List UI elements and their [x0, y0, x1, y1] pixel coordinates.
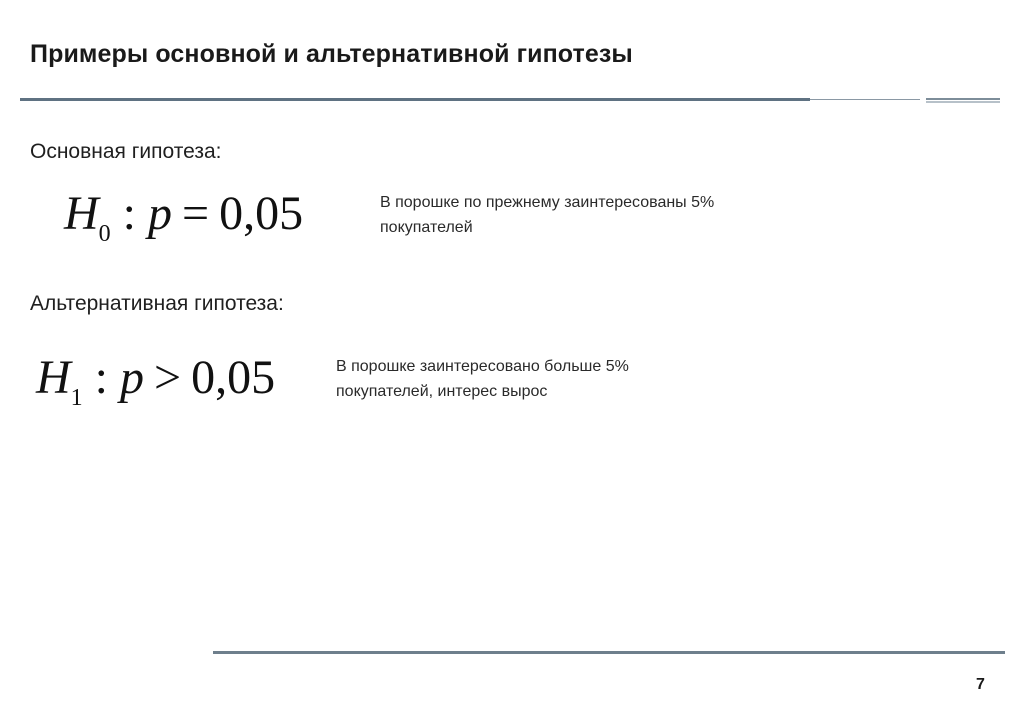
slide-title: Примеры основной и альтернативной гипотезы: [30, 40, 633, 68]
formula-variable: p: [120, 351, 145, 404]
formula-variable: p: [148, 187, 173, 240]
formula-value: 0,05: [219, 187, 304, 240]
null-hypothesis-formula: [64, 187, 304, 247]
title-divider-end: [926, 98, 1000, 103]
formula-operator: =: [182, 187, 210, 240]
explanation-line: В порошке по прежнему заинтересованы 5%: [380, 194, 715, 211]
explanation-line: покупателей: [380, 219, 473, 236]
formula-colon: :: [94, 351, 109, 404]
null-hypothesis-explanation: [380, 190, 714, 240]
alternative-hypothesis-label: Альтернативная гипотеза:: [30, 292, 284, 315]
null-hypothesis-label: Основная гипотеза:: [30, 140, 222, 163]
hypothesis-subscript: 0: [98, 221, 111, 247]
formula-colon: :: [122, 187, 137, 240]
title-divider: [20, 98, 810, 101]
formula-operator: >: [154, 351, 182, 404]
alternative-hypothesis-formula: [36, 351, 276, 411]
page-number: 7: [976, 676, 985, 693]
formula-value: 0,05: [191, 351, 276, 404]
hypothesis-symbol: H: [64, 187, 99, 240]
explanation-line: В порошке заинтересовано больше 5%: [336, 358, 629, 375]
title-divider-thin: [810, 99, 920, 100]
hypothesis-symbol: H: [36, 351, 71, 404]
footer-divider: [213, 651, 1005, 654]
alternative-hypothesis-explanation: [336, 354, 629, 404]
hypothesis-subscript: 1: [70, 385, 83, 411]
explanation-line: покупателей, интерес вырос: [336, 383, 548, 400]
